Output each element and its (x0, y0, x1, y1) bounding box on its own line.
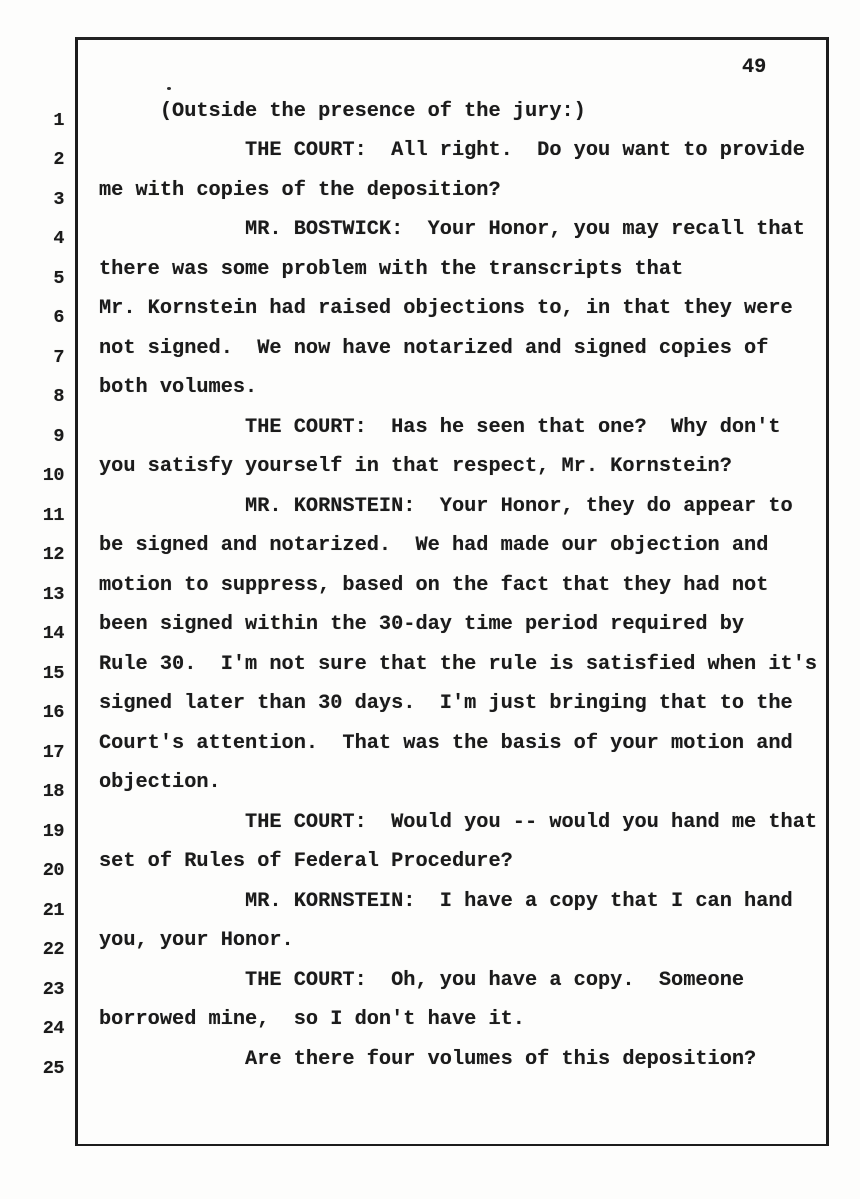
line-text: objection. (99, 771, 221, 794)
line-number: 18 (42, 781, 64, 802)
line-number: 4 (53, 228, 64, 249)
line-text: MR. KORNSTEIN: Your Honor, they do appear to (99, 494, 793, 518)
line-text: you, your Honor. (99, 929, 294, 952)
transcript-line-row (0, 1047, 860, 1090)
line-number: 23 (42, 978, 64, 1000)
line-number: 6 (53, 307, 64, 328)
transcript-line-row (0, 1010, 860, 1050)
line-text: Are there four volumes of this deposition? (99, 1047, 757, 1071)
transcript-line-row (0, 731, 860, 774)
transcript-line-row (0, 968, 860, 1011)
line-number: 12 (42, 544, 64, 565)
line-text: Rule 30. I'm not sure that the rule is satisfied when it's (99, 652, 818, 676)
transcript-line-row (0, 652, 860, 695)
transcript-line-row (0, 810, 860, 853)
line-number: 21 (42, 899, 64, 921)
transcript-line-row (0, 415, 860, 458)
line-text: THE COURT: Oh, you have a copy. Someone (99, 968, 745, 992)
transcript-line-row (0, 615, 860, 655)
transcript-line-row (0, 494, 860, 537)
line-text: MR. KORNSTEIN: I have a copy that I can hand (99, 889, 793, 913)
transcript-line-row (0, 889, 860, 932)
transcript-line-row (0, 178, 860, 221)
line-number: 25 (42, 1057, 64, 1079)
line-number: 19 (42, 820, 64, 842)
transcript-line-row (0, 931, 860, 971)
line-text: THE COURT: Has he seen that one? Why don't (99, 415, 781, 439)
line-text: Mr. Kornstein had raised objections to, in that they were (99, 297, 793, 320)
line-number: 3 (53, 188, 64, 210)
page-number: 49 (742, 56, 767, 79)
line-number: 2 (53, 149, 64, 170)
transcript-line-row (0, 99, 860, 142)
transcript-line-row (0, 378, 860, 418)
line-text: signed later than 30 days. I'm just bringing that to the (99, 692, 793, 715)
line-number: 15 (42, 662, 64, 684)
line-number: 22 (42, 939, 64, 960)
line-number: 5 (53, 267, 64, 289)
line-number: 17 (42, 741, 64, 763)
line-text: there was some problem with the transcripts that (99, 257, 684, 281)
transcript-line-row (0, 257, 860, 300)
line-text: been signed within the 30-day time period required by (99, 613, 745, 636)
line-number: 9 (53, 425, 64, 447)
line-text: motion to suppress, based on the fact that they had not (99, 573, 769, 597)
transcript-line-row (0, 336, 860, 379)
transcript-line-row (0, 536, 860, 576)
line-text: me with copies of the deposition? (99, 178, 501, 202)
line-number: 14 (42, 623, 64, 644)
transcript-line-row (0, 299, 860, 339)
transcript-line-row (0, 220, 860, 260)
transcript-line-row (0, 694, 860, 734)
line-text: MR. BOSTWICK: Your Honor, you may recall that (99, 218, 805, 241)
line-text: borrowed mine, so I don't have it. (99, 1008, 525, 1031)
line-text: be signed and notarized. We had made our objection and (99, 534, 769, 557)
line-number: 1 (53, 109, 64, 131)
line-number: 8 (53, 386, 64, 407)
line-text: (Outside the presence of the jury:) (99, 99, 586, 123)
line-number: 16 (42, 702, 64, 723)
transcript-line-row (0, 773, 860, 813)
line-text: both volumes. (99, 376, 258, 399)
line-text: THE COURT: All right. Do you want to provide (99, 139, 805, 162)
transcript-line-row (0, 141, 860, 181)
transcript-line-row (0, 457, 860, 497)
line-text: set of Rules of Federal Procedure? (99, 850, 513, 873)
line-number: 11 (42, 504, 64, 526)
line-text: you satisfy yourself in that respect, Mr. Kornstein? (99, 455, 732, 478)
line-number: 13 (42, 583, 64, 605)
line-number: 7 (53, 346, 64, 368)
line-number: 10 (42, 465, 64, 486)
line-number: 24 (42, 1018, 64, 1039)
line-text: Court's attention. That was the basis of your motion and (99, 731, 793, 755)
line-number: 20 (42, 860, 64, 881)
line-text: not signed. We now have notarized and signed copies of (99, 336, 769, 360)
transcript-line-row (0, 573, 860, 616)
line-text: THE COURT: Would you -- would you hand me that (99, 810, 818, 834)
transcript-line-row (0, 852, 860, 892)
